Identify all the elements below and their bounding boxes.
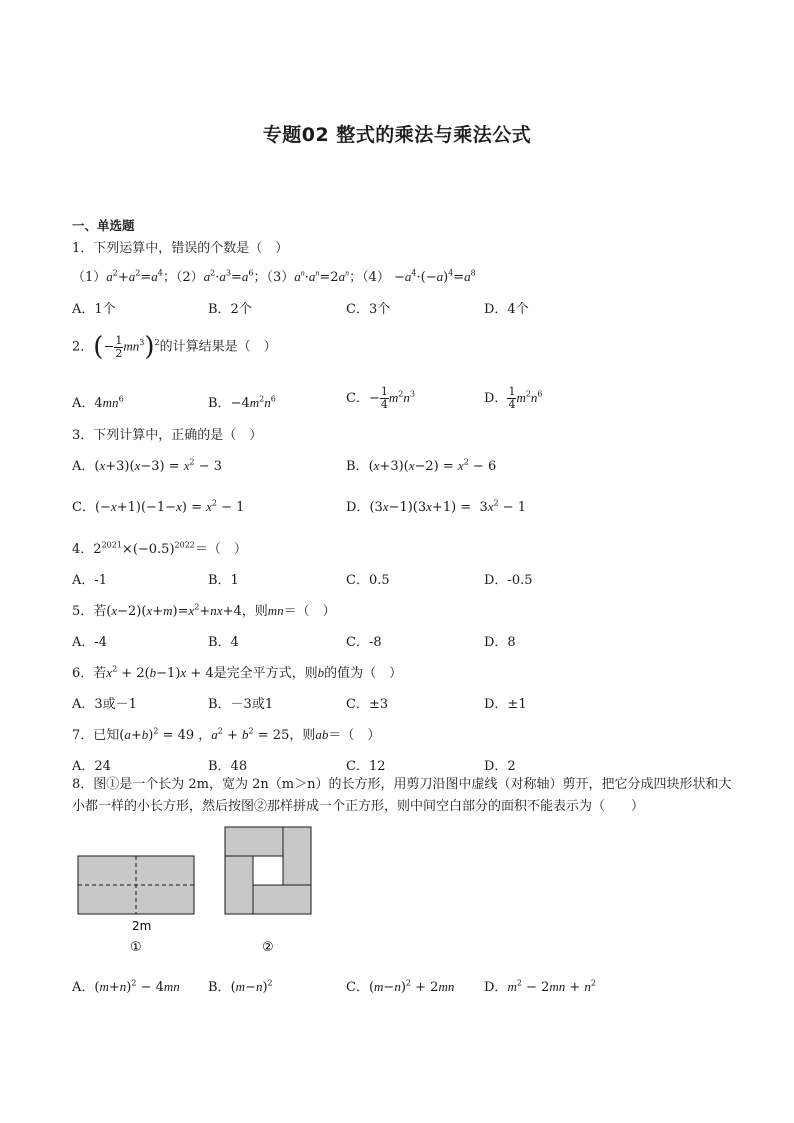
q4-option-c: C．0.5 xyxy=(346,573,390,588)
q1-item-2-label: ；（2） xyxy=(162,270,204,285)
q3-option-a: A．$(x+3)(x-3) = x^2 - 3$ xyxy=(72,457,223,474)
q1-option-d: D．4个 xyxy=(484,302,529,317)
q7-option-d: D．2 xyxy=(484,759,516,774)
q8-option-a: A．$(m+n)^2 - 4mn$ xyxy=(72,978,180,995)
figure-1-width-label: 2m xyxy=(132,919,152,933)
q8-option-d: D．$m^2 - 2mn + n^2$ xyxy=(484,978,597,995)
q3-option-b: B．$(x+3)(x-2) = x^2 - 6$ xyxy=(346,457,497,474)
q1-items: $(1)a^2+a^2=a^4$；$(2)a^2\cdot a^3=a^6$；$(3)a^n\cdot a^n=2a^n$；$(4) -a^4\cdot(-a)^4=a^8$ xyxy=(72,268,476,285)
q5-option-d: D．8 xyxy=(484,635,516,650)
q6-option-d: D．±1 xyxy=(484,697,527,712)
q6-option-b: B．－3或1 xyxy=(208,697,274,712)
q5-option-b: B．4 xyxy=(208,635,239,650)
q1-option-a: A．1个 xyxy=(72,302,116,317)
q6-stem: 6．若$x^2 + 2(b-1)x + 4$是完全平方式，则b的值为（ ） xyxy=(72,664,403,681)
q6-option-a: A．3或－1 xyxy=(72,697,137,712)
figure-2-piece-right xyxy=(283,827,311,885)
figure-2-caption: ② xyxy=(262,940,274,955)
figure-2-center-blank xyxy=(253,856,283,885)
figure-2 xyxy=(225,827,311,955)
q8-stem: 8．图①是一个长为 2m，宽为 2n（m＞n）的长方形，用剪刀沿图中虚线（对称轴）剪开，把它分成四块形状和大小都一样的小长方形，然后按图②那样拼成一个正方形，则中间空白部分的面积不能表示为（ ） xyxy=(72,777,732,814)
q5-option-c: C．-8 xyxy=(346,635,382,650)
q6-option-c: C．±3 xyxy=(346,697,389,712)
q2-option-d: D． $\frac{1}{4}$ $m^2n^6$ xyxy=(484,385,543,411)
q4-option-d: D．-0.5 xyxy=(484,573,533,588)
q3-option-c: C．$(-x+1)(-1-x) = x^2 - 1$ xyxy=(72,498,245,515)
q3-stem: 3．下列计算中，正确的是（ ） xyxy=(72,428,263,443)
figure-2-piece-bottom xyxy=(253,885,311,914)
q1-item-3-label: ；（3） xyxy=(253,270,295,285)
figure-2-piece-top xyxy=(225,827,283,856)
q5-stem: 5．若$(x-2)(x+m)=x^2+nx+4$，则mn＝（ ） xyxy=(72,602,336,619)
q4-option-b: B．1 xyxy=(208,573,239,588)
q5-option-a: A．-4 xyxy=(72,635,108,650)
q1-stem: 1．下列运算中，错误的个数是（ ） xyxy=(72,241,289,256)
q4-option-a: A．-1 xyxy=(72,573,108,588)
figure-1-caption: ① xyxy=(130,940,142,955)
q7-stem: 7．已知$(a+b)^2 = 49$ ，$a^2 + b^2 = 25$，则ab＝（ ） xyxy=(72,726,381,743)
q1-option-c: C．3个 xyxy=(346,302,391,317)
page-title: 专题02 整式的乘法与乘法公式 xyxy=(262,124,532,146)
q7-option-b: B．48 xyxy=(208,759,248,774)
q7-option-a: A．24 xyxy=(72,759,111,774)
q1-option-b: B．2个 xyxy=(208,302,252,317)
q8-option-c: C．$(m-n)^2 + 2mn$ xyxy=(346,978,455,995)
q2-stem: 2．(− $\frac{1}{2}$ $mn^3)^2$的计算结果是（ ） xyxy=(72,332,277,362)
q1-item-1-label: （1） xyxy=(72,270,107,285)
q7-option-c: C．12 xyxy=(346,759,386,774)
q4-stem: 4．$2^{2021}\times(-0.5)^{2022}=$（ ） xyxy=(72,540,247,557)
q1-item-4-label: ；（4） xyxy=(349,270,390,285)
figure-1 xyxy=(78,856,194,955)
q3-option-d: D．$(3x-1)(3x+1) = 3x^2 - 1$ xyxy=(346,498,527,515)
section-heading: 一、单选题 xyxy=(72,218,135,233)
q2-option-b: B．$-4m^2n^6$ xyxy=(208,394,276,411)
q8-option-b: B．$(m-n)^2$ xyxy=(208,978,273,995)
q2-option-a: A．$4mn^6$ xyxy=(72,394,124,411)
q2-option-c: C．− $\frac{1}{4}$ $m^2n^3$ xyxy=(346,385,415,411)
figure-2-piece-left xyxy=(225,856,253,914)
